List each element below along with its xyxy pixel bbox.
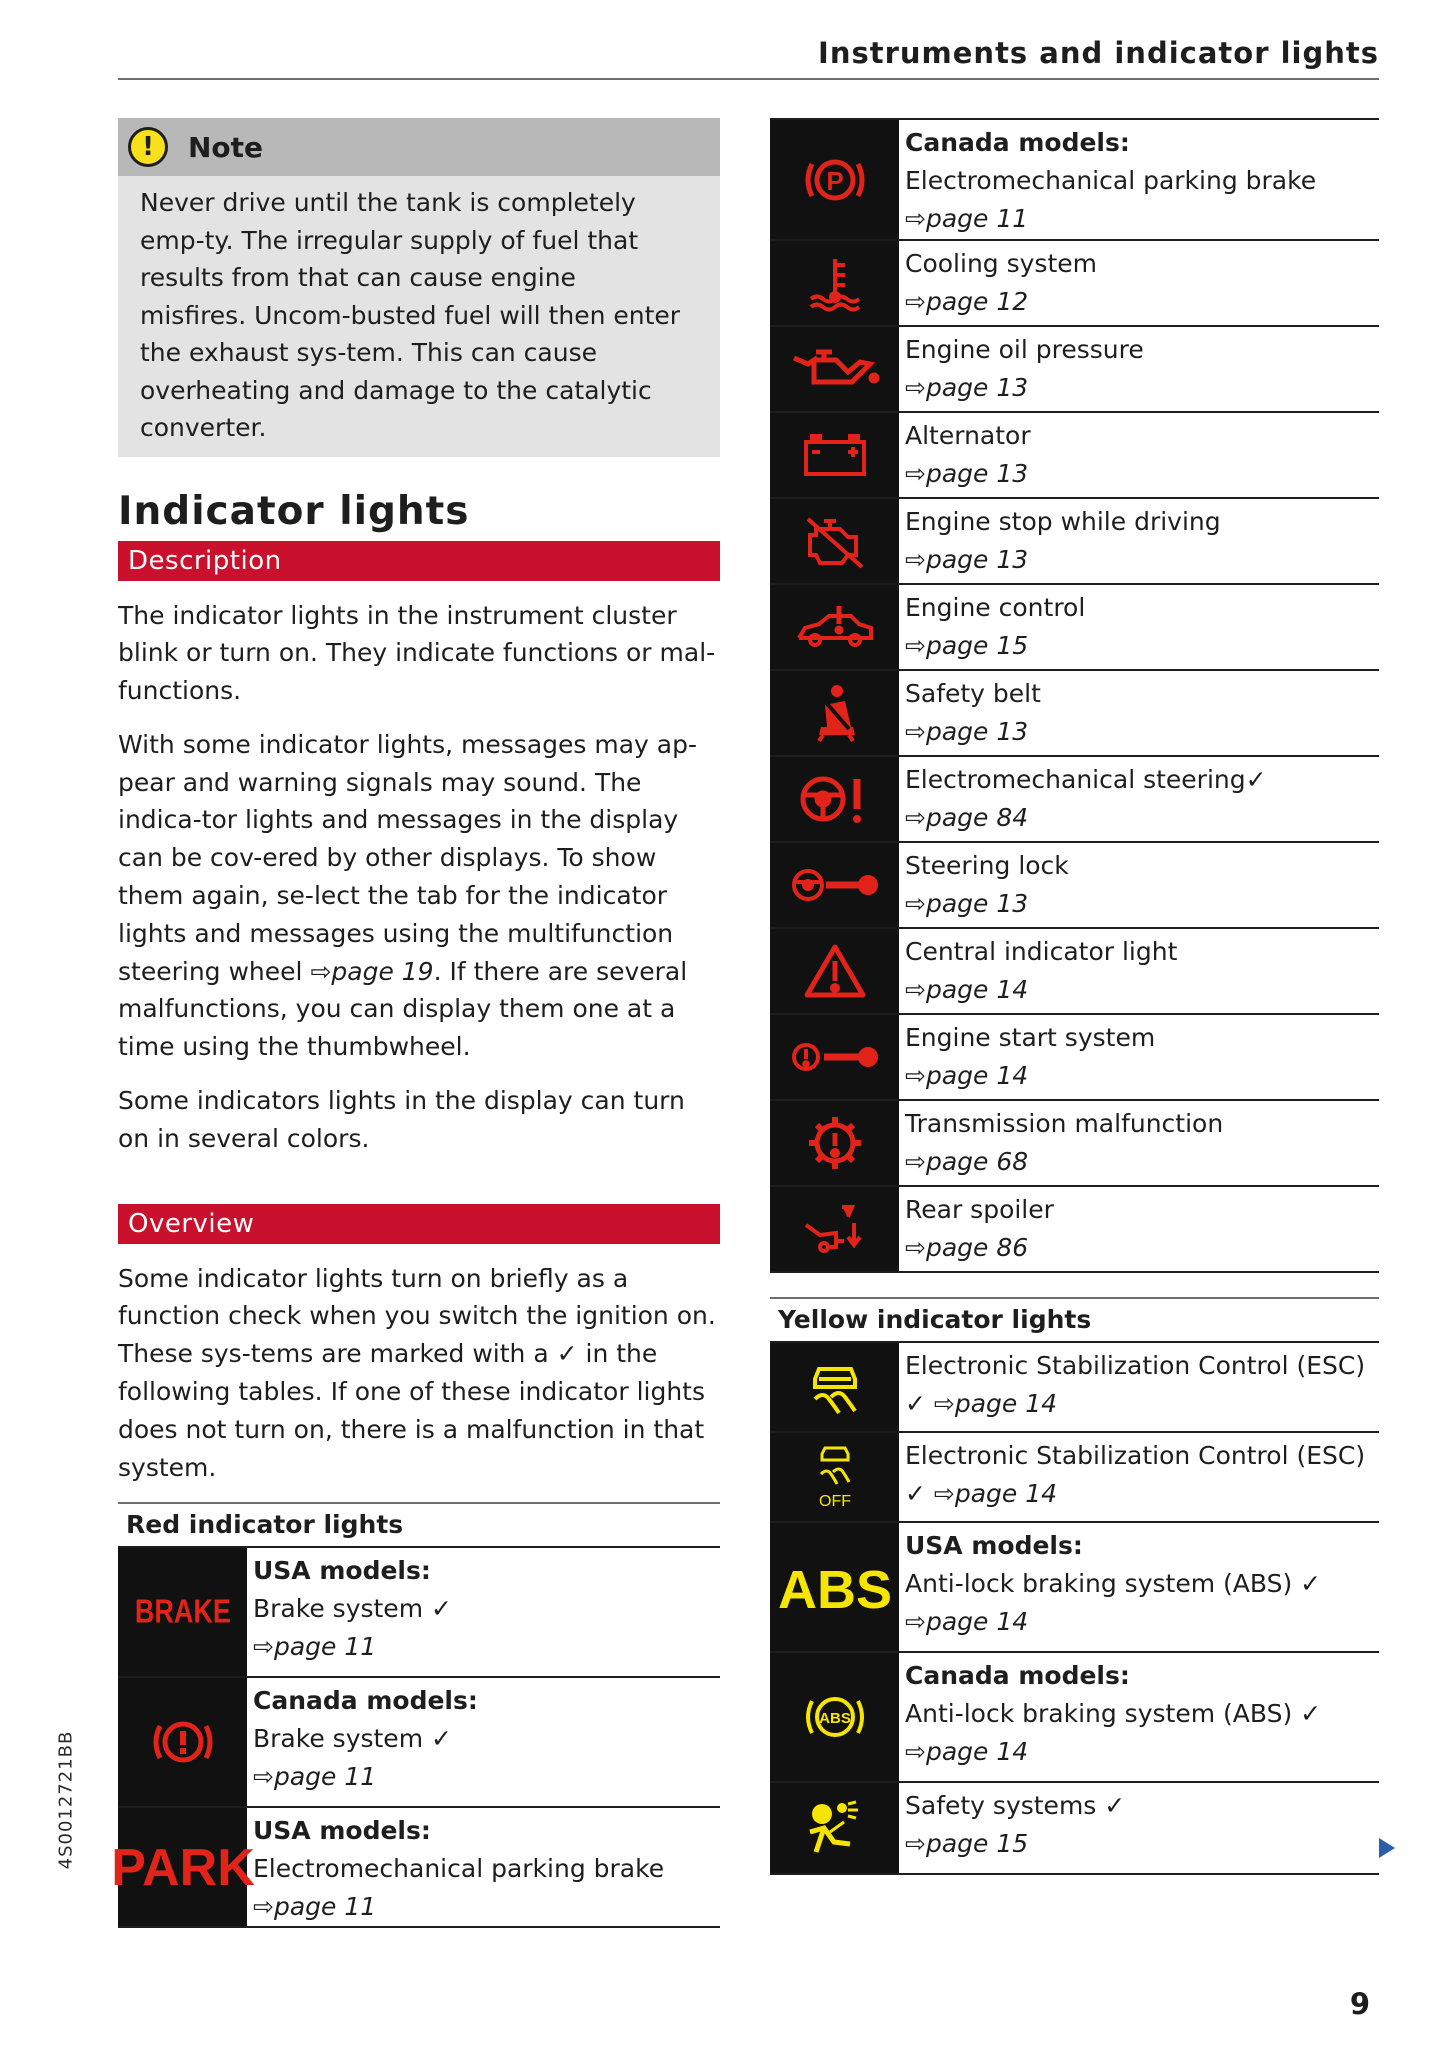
rear-spoiler-icon (770, 1187, 899, 1271)
brake-circle-icon (118, 1678, 247, 1806)
note-title: Note (188, 130, 264, 164)
page-reference-link[interactable]: page 11 (273, 1632, 377, 1662)
check-icon: ✓ (556, 1339, 578, 1369)
right-column (770, 118, 1379, 1875)
page-reference-link[interactable]: page 86 (925, 1233, 1029, 1262)
table-row: Electromechanical steering✓ ⇨page 84 (770, 757, 1379, 843)
page-reference-link[interactable]: page 11 (273, 1762, 377, 1792)
park-text-icon (110, 1808, 255, 1926)
svg-text:P: P (825, 165, 844, 196)
page-reference-link[interactable]: page 68 (925, 1147, 1029, 1176)
table-row: BRAKE USA models: Brake system ✓ ⇨page 11 (118, 1548, 720, 1678)
table-row: Rear spoiler ⇨page 86 (770, 1187, 1379, 1273)
parking-brake-p-icon (770, 120, 899, 239)
table-row: Alternator ⇨page 13 (770, 413, 1379, 499)
table-row: OFF Electronic Stabilization Control (ESC) ✓ ⇨page 14 (770, 1433, 1379, 1523)
abs-text-icon (770, 1523, 899, 1651)
left-column (110, 118, 720, 1928)
car-warning-icon (770, 585, 899, 669)
continue-arrow-icon (1379, 1838, 1395, 1858)
table-row: ABS USA models: Anti-lock braking system (ABS) ✓ ⇨page 14 (770, 1523, 1379, 1653)
running-header: Instruments and indicator lights (818, 36, 1379, 70)
page-reference-link[interactable]: page 13 (925, 545, 1029, 574)
table-row: Engine stop while driving ⇨page 13 (770, 499, 1379, 585)
table-row: Electronic Stabilization Control (ESC) ✓ ⇨page 14 (770, 1343, 1379, 1433)
exclamation-icon: ! (128, 127, 168, 167)
description-heading: Description (118, 541, 720, 581)
steering-lock-key-icon (770, 843, 899, 927)
description-paragraph-2: With some indicator lights, messages may ap-pear and warning signals may sound. The indica-tor lights and messages in the display can be cov-ered by other displays. To show them again, se-lect the tab for the indicator lights and messages using the multifunction steering wheel ⇨page 19. If there are several malfunctions, you can display them one at a time using the thumbwheel. (118, 729, 697, 1062)
page-reference-link[interactable]: page 13 (925, 459, 1029, 488)
seat-belt-icon (770, 671, 899, 755)
table-row: Cooling system ⇨page 12 (770, 241, 1379, 327)
page-reference-link[interactable]: page 13 (925, 889, 1029, 918)
page-reference-link[interactable]: page 14 (954, 1479, 1058, 1508)
table-row: Steering lock ⇨page 13 (770, 843, 1379, 929)
esc-off-icon (770, 1433, 899, 1521)
brake-text-icon (118, 1548, 247, 1676)
table-row: Safety systems ✓ ⇨page 15 (770, 1783, 1379, 1875)
engine-start-key-icon (770, 1015, 899, 1099)
table-row: Canada models: Brake system ✓ ⇨page 11 (118, 1678, 720, 1808)
note-header (118, 118, 720, 176)
page-reference-link[interactable]: page 15 (925, 631, 1029, 660)
airbag-person-icon (770, 1783, 899, 1873)
note-box (118, 118, 720, 457)
table-row: Transmission malfunction ⇨page 68 (770, 1101, 1379, 1187)
svg-text:ABS: ABS (818, 1710, 851, 1727)
table-row: Engine oil pressure ⇨page 13 (770, 327, 1379, 413)
engine-crossed-icon (770, 499, 899, 583)
battery-icon (770, 413, 899, 497)
abs-circle-icon (770, 1653, 899, 1781)
table-row: Engine start system ⇨page 14 (770, 1015, 1379, 1101)
svg-text:OFF: OFF (818, 1493, 851, 1510)
coolant-temperature-icon (770, 241, 899, 325)
page-reference-link[interactable]: page 11 (273, 1892, 377, 1922)
page-reference-link[interactable]: page 19 (331, 956, 434, 986)
gear-warning-icon (770, 1101, 899, 1185)
page-reference-link[interactable]: page 13 (925, 373, 1029, 402)
note-text: Never drive until the tank is completely emp-ty. The irregular supply of fuel that results from that can cause engine misfires. Uncom-busted fuel will then enter the exhaust sys-tem. This can cause overheating and damage to the catalytic converter. (140, 188, 681, 442)
table-row: ABS Canada models: Anti-lock braking system (ABS) ✓ ⇨page 14 (770, 1653, 1379, 1783)
page-reference-link[interactable]: page 14 (925, 1607, 1029, 1636)
svg-text:PARK: PARK (110, 1839, 255, 1898)
table-row: Engine control ⇨page 15 (770, 585, 1379, 671)
header-rule (118, 78, 1379, 80)
page-reference-link[interactable]: page 14 (954, 1389, 1058, 1418)
page-reference-link[interactable]: page 12 (925, 287, 1029, 316)
section-title: Indicator lights (118, 488, 470, 534)
description-paragraph-3: Some indicators lights in the display can turn on in several colors. (118, 1086, 685, 1153)
table-row: P Canada models: Electromechanical parking brake ⇨page 11 (770, 120, 1379, 241)
table-row: PARK USA models: Electromechanical parking brake ⇨page 11 (118, 1808, 720, 1928)
svg-text:ABS: ABS (777, 1560, 892, 1620)
page-reference-link[interactable]: page 14 (925, 1737, 1029, 1766)
steering-wheel-warning-icon (770, 757, 899, 841)
overview-heading: Overview (118, 1204, 720, 1244)
table-row: Safety belt ⇨page 13 (770, 671, 1379, 757)
page-reference-link[interactable]: page 14 (925, 975, 1029, 1004)
red-table-title: Red indicator lights (118, 1502, 720, 1548)
page-reference-link[interactable]: page 84 (925, 803, 1029, 832)
page-reference-link[interactable]: page 13 (925, 717, 1029, 746)
overview-paragraph: Some indicator lights turn on briefly as a function check when you switch the ignition on. These sys-tems are marked with a ✓ in the following tables. If one of these indicator lights does not turn on, there is a malfunction in that system. (118, 1263, 716, 1482)
description-paragraph-1: The indicator lights in the instrument cluster blink or turn on. They indicate functions or mal-functions. (118, 600, 716, 706)
page-reference-link[interactable]: page 14 (925, 1061, 1029, 1090)
table-row: Central indicator light ⇨page 14 (770, 929, 1379, 1015)
svg-text:BRAKE: BRAKE (134, 1594, 231, 1631)
oil-can-icon (770, 327, 899, 411)
page-reference-link[interactable]: page 11 (925, 204, 1029, 233)
esc-car-icon (770, 1343, 899, 1431)
warning-triangle-icon (770, 929, 899, 1013)
arrow-icon: ⇨ (310, 956, 332, 986)
document-code: 4S0012721BB (55, 1730, 77, 1870)
page-reference-link[interactable]: page 15 (925, 1829, 1029, 1858)
page-number: 9 (1349, 1987, 1370, 2021)
yellow-table-title: Yellow indicator lights (770, 1297, 1379, 1343)
